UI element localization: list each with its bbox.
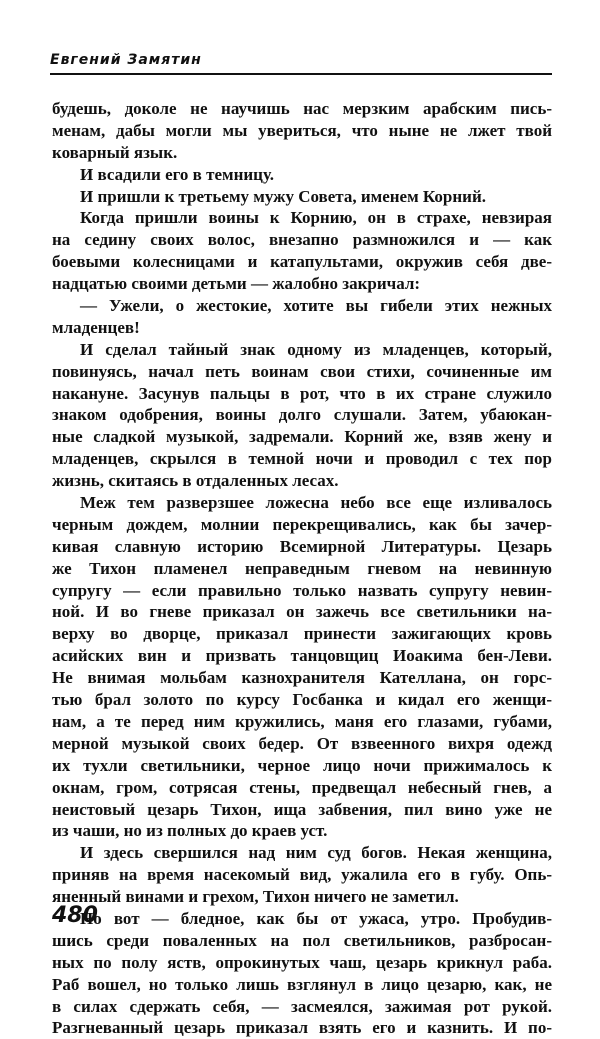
text-line: боевыми колесницами и катапультами, окружив себя две- <box>52 252 552 272</box>
text-line: супругу — если правильно только назвать супругу невин- <box>52 580 552 600</box>
text-line: ных по полу яств, опрокинутых чаш, цезарь крикнул раба. <box>52 952 552 972</box>
text-line: яненный винами и грехом, Тихон ничего не заметил. <box>52 887 459 907</box>
text-line: И пришли к третьему мужу Совета, именем Корний. <box>80 186 486 206</box>
text-line: окнам, гром, сотрясая стены, предвещал небесный гнев, а <box>52 777 552 797</box>
running-head-author: Евгений Замятин <box>50 52 202 68</box>
text-line: будешь, доколе не научишь нас мерзким арабским пись- <box>52 99 552 118</box>
text-line: — Ужели, о жестокие, хотите вы гибели этих нежных <box>80 296 552 316</box>
text-line: неистовый цезарь Тихон, ища забвения, пил вино уже не <box>52 799 552 819</box>
text-line: ной. И во гневе приказал он зажечь все светильники на- <box>52 602 552 622</box>
text-line: шись среди поваленных на пол светильников, разбросан- <box>52 930 552 950</box>
header-rule <box>50 73 552 75</box>
text-line: И всадили его в темницу. <box>80 164 275 184</box>
text-line: из чаши, но из полных до краев уст. <box>52 821 328 841</box>
text-line: верху во дворце, приказал принести зажигающих кровь <box>52 624 552 644</box>
text-line: жизнь, скитаясь в отдаленных лесах. <box>52 471 339 491</box>
text-line: Разгневанный цезарь приказал взять его и казнить. И по- <box>52 1018 552 1038</box>
text-line: менам, дабы могли мы увериться, что ныне не лжет твой <box>52 120 552 140</box>
text-line: приняв на время насекомый вид, ужалила его в губу. Опь- <box>52 865 552 885</box>
text-line: асийских вин и призвать танцовщиц Иоакима бен-Леви. <box>52 646 552 666</box>
body-text <box>52 98 552 1039</box>
text-line: Меж тем разверзшее ложесна небо все еще изливалось <box>80 493 552 513</box>
text-line: младенцев, скрылся в темной ночи и проводил с тех пор <box>52 449 552 469</box>
text-line: Раб вошел, но только лишь взглянул в лицо цезарю, как, не <box>52 974 552 994</box>
text-line: кивая славную историю Всемирной Литературы. Цезарь <box>52 536 552 556</box>
page-number: 480 <box>52 903 98 928</box>
text-line: Когда пришли воины к Корнию, он в страхе, невзирая <box>80 208 552 228</box>
text-line: знаком одобрения, воины долго слушали. Затем, убаюкан- <box>52 405 552 425</box>
text-line: же Тихон пламенел неправедным гневом на невинную <box>52 558 552 578</box>
text-line: повинуясь, начал петь воинам свои стихи, сочиненные им <box>52 361 552 381</box>
text-line: черным дождем, молнии перекрещивались, как бы зачер- <box>52 514 552 534</box>
text-line: ные сладкой музыкой, задремали. Корний же, взяв жену и <box>52 427 552 447</box>
text-line: И сделал тайный знак одному из младенцев, который, <box>80 339 552 359</box>
text-line: на седину своих волос, внезапно размножился и — как <box>52 230 552 250</box>
text-line: Не внимая мольбам казнохранителя Кателлана, он горс- <box>52 668 552 688</box>
text-line: накануне. Засунув пальцы в рот, что в их стране служило <box>52 383 552 403</box>
text-line: их тухли светильники, черное лицо ночи прижималось к <box>52 755 552 775</box>
text-line: И здесь свершился над ним суд богов. Некая женщина, <box>80 843 552 863</box>
text-line: в силах сдержать себя, — засмеялся, зажимая рот рукой. <box>52 996 552 1016</box>
text-line: младенцев! <box>52 317 140 337</box>
text-line: надцатью своими детьми — жалобно закричал: <box>52 274 421 294</box>
text-line: Но вот — бледное, как бы от ужаса, утро. Пробудив- <box>80 908 552 928</box>
text-line: мерной музыкой своих бедер. От взвеенного вихря одежд <box>52 733 552 753</box>
text-line: коварный язык. <box>52 142 178 162</box>
text-line: нам, а те перед ним кружились, маня его глазами, губами, <box>52 711 552 731</box>
text-line: тью брал золото по курсу Госбанка и кидал его женщи- <box>52 690 552 710</box>
